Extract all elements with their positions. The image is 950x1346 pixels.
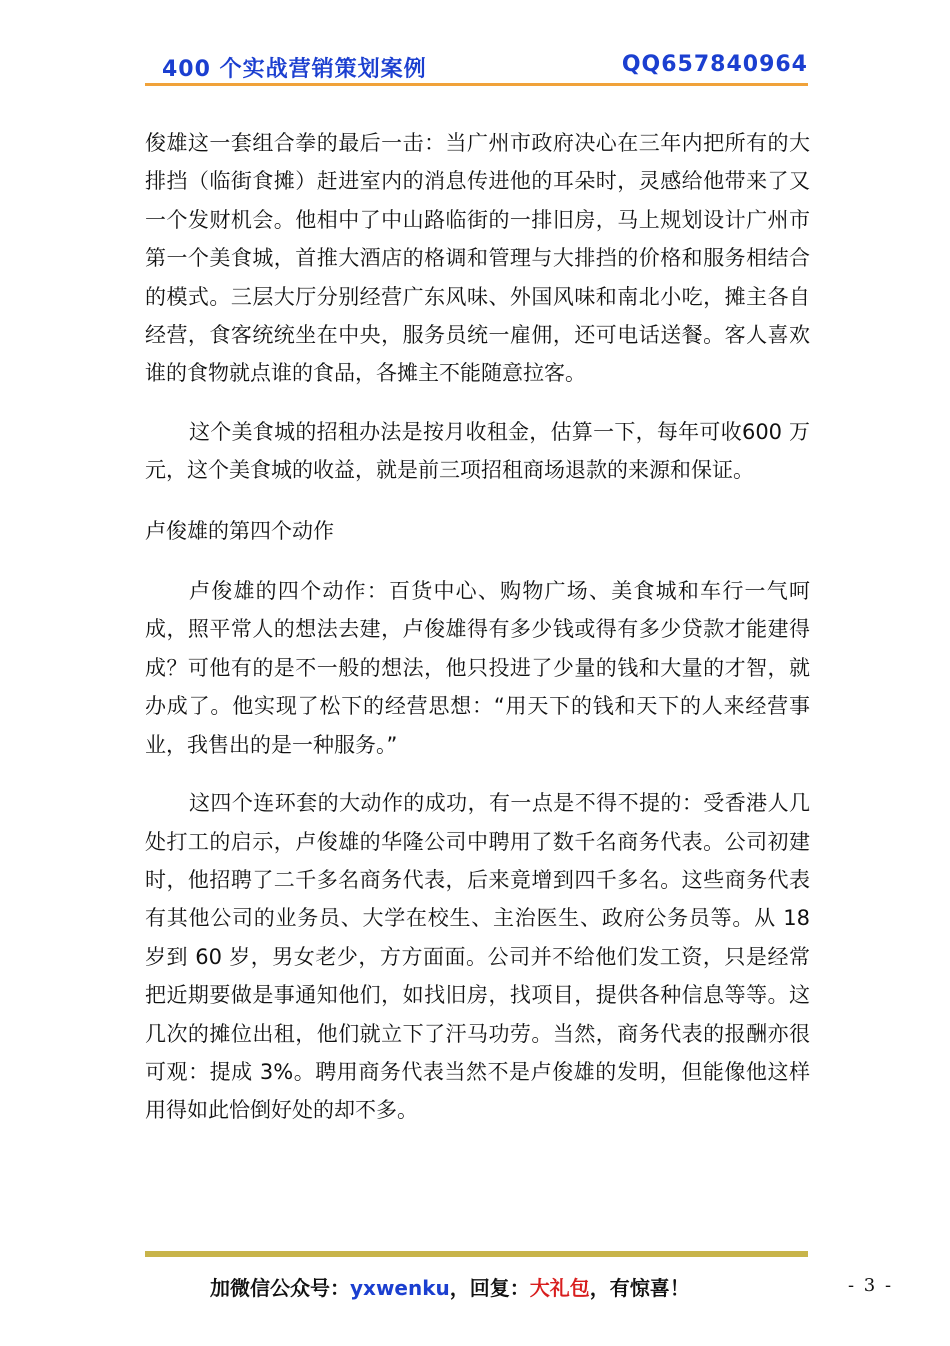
footer-suffix: ，有惊喜！: [589, 1276, 690, 1300]
paragraph-four-actions: 卢俊雄的四个动作：百货中心、购物广场、美食城和车行一气呵成，照平常人的想法去建，卢俊雄得有多少钱或得有多少贷款才能建得成？可他有的是不一般的想法，他只投进了少量的钱和大量的才智，就办成了。他实现了松下的经营思想：“用天下的钱和天下的人来经营事业，我售出的是一种服务。”: [145, 579, 810, 757]
section-heading: 卢俊雄的第四个动作: [145, 518, 334, 543]
footer-account: yxwenku: [350, 1276, 450, 1300]
footer-divider: [145, 1251, 808, 1257]
header-qq-number: QQ657840964: [621, 52, 808, 77]
footer-prefix: 加微信公众号：: [210, 1276, 350, 1300]
page-number: - 3 -: [848, 1275, 894, 1296]
header-divider: [145, 83, 808, 86]
page-header: [145, 50, 808, 84]
header-title: 400 个实战营销策划案例: [162, 57, 427, 82]
document-body: [145, 124, 810, 1149]
footer-promo: [210, 1272, 690, 1301]
footer-middle: ，回复：: [449, 1276, 530, 1300]
paragraph-business-reps: 这四个连环套的大动作的成功，有一点是不得不提的：受香港人几处打工的启示，卢俊雄的华隆公司中聘用了数千名商务代表。公司初建时，他招聘了二千多名商务代表，后来竟增到四千多名。这些商务代表有其他公司的业务员、大学在校生、主治医生、政府公务员等。从 18 岁到 60 岁，男女老少，方方面面。公司并不给他们发工资，只是经常把近期要做是事通知他们，如找旧房，找项目，提供各种信息等等。这几次的摊位出租，他们就立下了汗马功劳。当然，商务代表的报酬亦很可观：提成 3%。聘用商务代表当然不是卢俊雄的发明，但能像他这样用得如此恰倒好处的却不多。: [145, 791, 810, 1123]
paragraph-food-city: 俊雄这一套组合拳的最后一击：当广州市政府决心在三年内把所有的大排挡（临街食摊）赶进室内的消息传进他的耳朵时，灵感给他带来了又一个发财机会。他相中了中山路临街的一排旧房，马上规划设计广州市第一个美食城，首推大酒店的格调和管理与大排挡的价格和服务相结合的模式。三层大厅分别经营广东风味、外国风味和南北小吃，摊主各自经营，食客统统坐在中央，服务员统一雇佣，还可电话送餐。客人喜欢谁的食物就点谁的食品，各摊主不能随意拉客。: [145, 131, 810, 386]
footer-keyword: 大礼包: [529, 1276, 590, 1300]
paragraph-rent-method: 这个美食城的招租办法是按月收租金，估算一下，每年可收600 万元，这个美食城的收益，就是前三项招租商场退款的来源和保证。: [145, 419, 810, 483]
